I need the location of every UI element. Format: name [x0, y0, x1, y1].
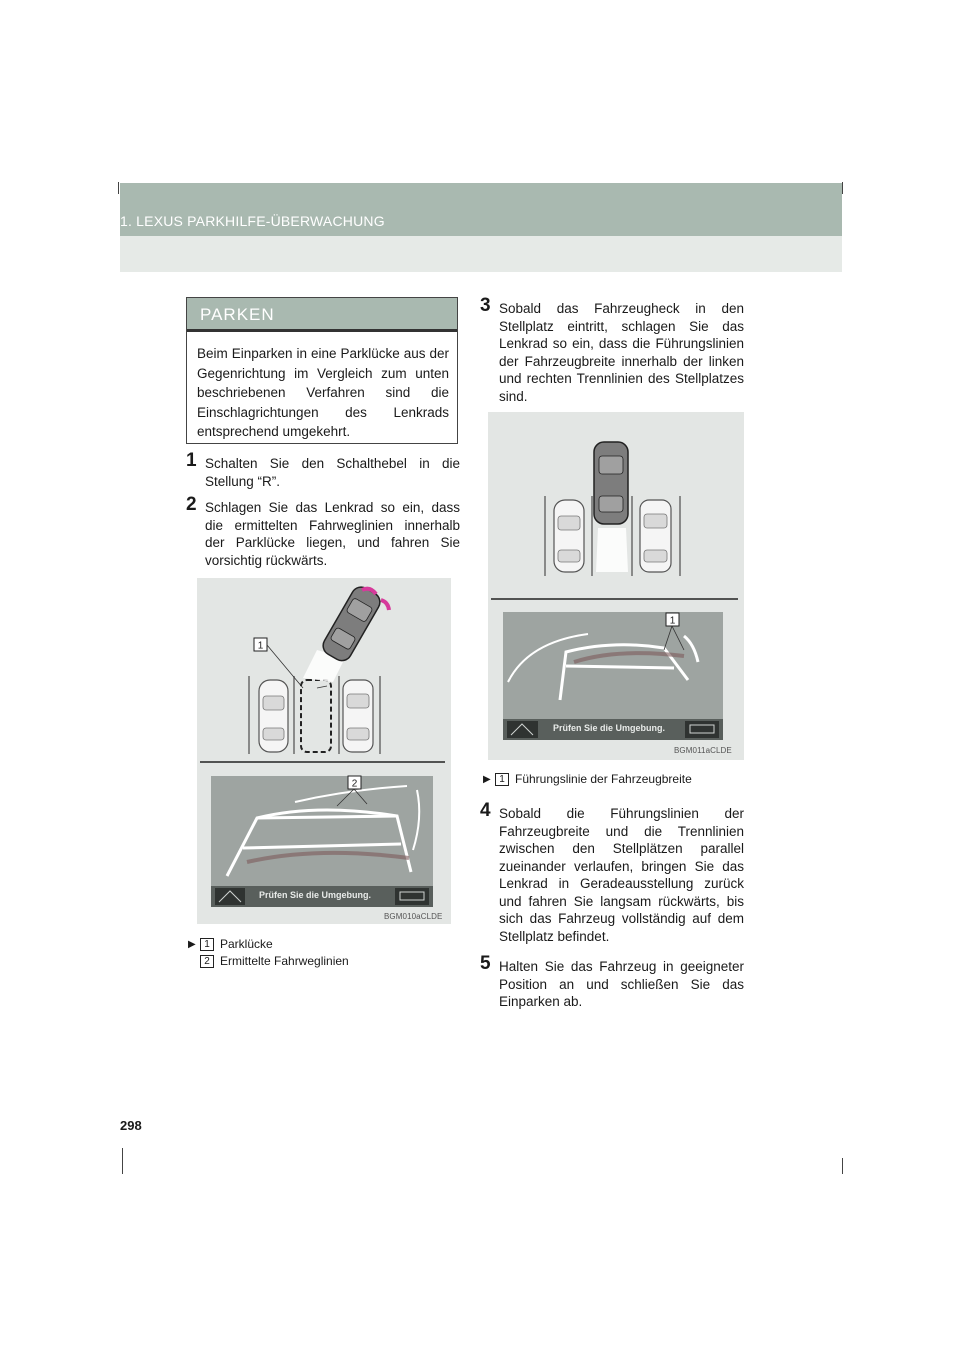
parken-section-box	[186, 297, 458, 444]
arrow-right-icon: ▶	[188, 939, 196, 950]
steering-arrow-icon	[381, 600, 389, 610]
crop-mark-top-left	[118, 182, 119, 194]
header-bar	[120, 183, 842, 236]
step-2	[186, 494, 460, 569]
svg-text:1: 1	[669, 615, 676, 627]
step-number: 5	[480, 953, 491, 974]
car-top-view-icon	[343, 680, 373, 752]
svg-text:2: 2	[351, 778, 358, 790]
crop-mark-bottom-right	[842, 1158, 843, 1174]
figure-code: BGM010aCLDE	[384, 912, 443, 921]
step-text: Sobald das Fahrzeugheck in den Stellplatz eintritt, schlagen Sie das Lenkrad so ein, dass die Führungslinien der Fahrzeugbreite innerhalb der linken und rechten Trennlinien des Stellplatzes sind.	[499, 301, 744, 404]
parking-approach-illustration	[197, 578, 451, 924]
legend-number: 1	[200, 938, 214, 951]
figure-code: BGM011aCLDE	[674, 746, 732, 755]
car-top-view-icon	[640, 500, 671, 572]
legend-number: 1	[495, 773, 509, 786]
step-number: 3	[480, 295, 491, 316]
figure-parking-aligned	[488, 412, 744, 760]
step-text: Schlagen Sie das Lenkrad so ein, dass die ermittelten Fahrweglinien innerhalb der Parklücke liegen, und fahren Sie vorsichtig rückwärts.	[205, 500, 460, 568]
header-title: 1. LEXUS PARKHILFE-ÜBERWACHUNG	[120, 213, 385, 229]
legend-item	[483, 771, 753, 788]
step-number: 2	[186, 494, 197, 515]
screen-message: Prüfen Sie die Umgebung.	[553, 723, 666, 733]
step-4	[480, 800, 744, 945]
page-header	[120, 183, 842, 272]
legend-label: Parklücke	[220, 937, 273, 951]
section-title: PARKEN	[200, 305, 275, 324]
arrow-right-icon: ▶	[483, 774, 491, 785]
legend-label: Führungslinie der Fahrzeugbreite	[515, 772, 692, 786]
step-5	[480, 953, 744, 1011]
legend-label: Ermittelte Fahrweglinien	[220, 954, 349, 968]
car-top-view-icon	[259, 680, 288, 752]
step-3	[480, 295, 744, 405]
crop-mark-top-right	[842, 182, 843, 194]
section-rule	[187, 329, 457, 332]
screen-message: Prüfen Sie die Umgebung.	[259, 890, 372, 900]
parking-aligned-illustration	[488, 412, 744, 760]
figure1-legend	[188, 936, 458, 970]
crop-mark-bottom-left	[122, 1148, 123, 1174]
legend-item	[188, 936, 458, 953]
step-text: Schalten Sie den Schalthebel in die Stellung “R”.	[205, 456, 460, 489]
legend-item	[188, 953, 458, 970]
car-top-view-icon	[594, 442, 628, 524]
svg-text:1: 1	[257, 640, 264, 652]
section-title-bar	[187, 298, 457, 331]
step-text: Sobald die Führungslinien der Fahrzeugbreite und die Trennlinien zwischen den Stellplätzen parallel zueinander verlaufen, bringen Sie das Lenkrad in Geradeausstellung zurück und fahren Sie langsam rückwärts, bis sich das Fahrzeug vollständig auf dem Stellplatz befindet.	[499, 806, 744, 944]
car-top-view-icon	[554, 500, 584, 572]
legend-number: 2	[200, 955, 214, 968]
figure-parking-approach	[197, 578, 451, 924]
step-text: Halten Sie das Fahrzeug in geeigneter Position an und schließen Sie das Einparken ab.	[499, 959, 744, 1009]
page-number: 298	[120, 1118, 142, 1133]
figure2-legend	[483, 771, 753, 788]
section-intro: Beim Einparken in eine Parklücke aus der Gegenrichtung im Vergleich zum unten beschriebenen Verfahren sind die Einschlagrichtungen des Lenkrads entsprechend umgekehrt.	[197, 346, 449, 439]
step-number: 1	[186, 450, 197, 471]
step-1	[186, 450, 460, 490]
step-number: 4	[480, 800, 491, 821]
car-top-view-icon	[320, 583, 384, 664]
